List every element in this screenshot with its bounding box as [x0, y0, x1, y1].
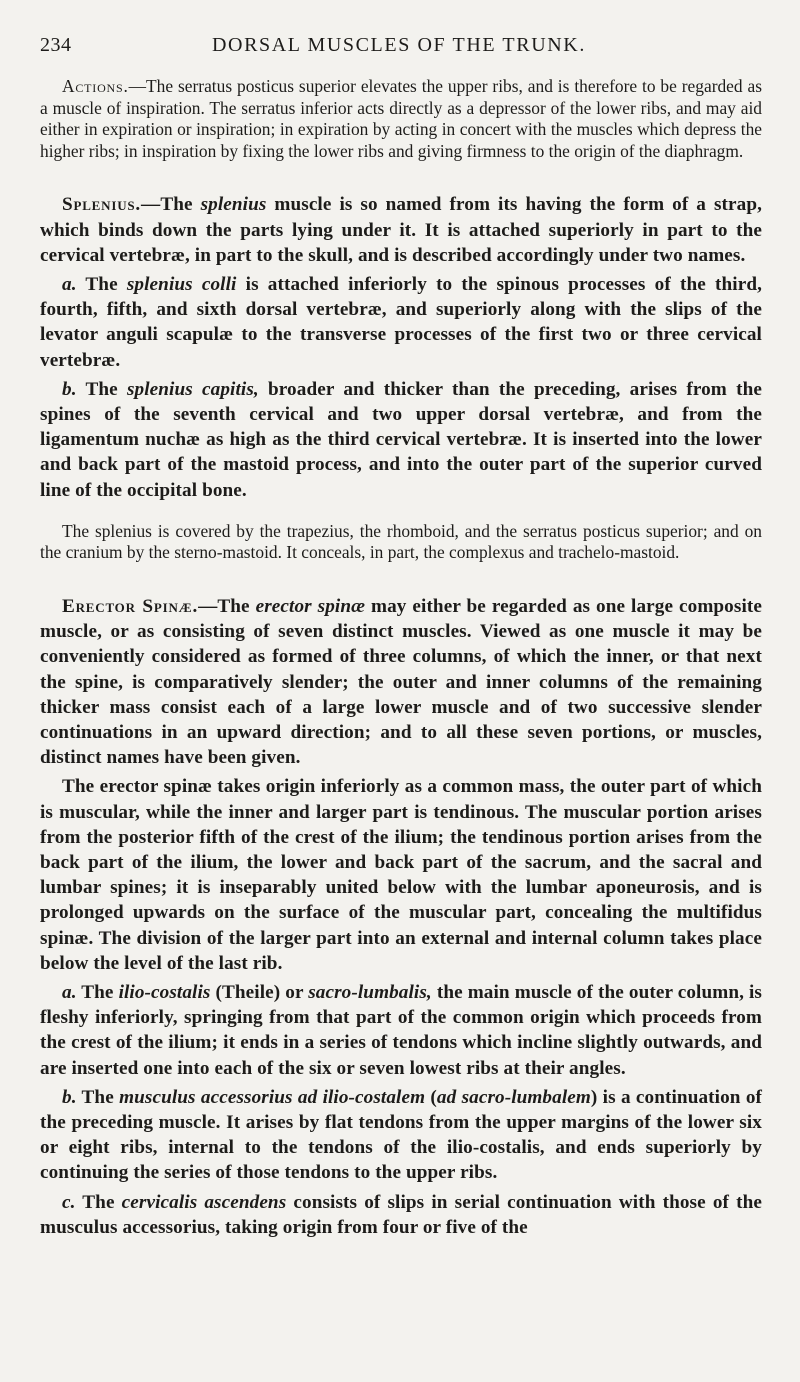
accessorius-text: The	[76, 1086, 120, 1108]
splenius-capitis-term: splenius capitis,	[126, 378, 259, 400]
splenius-heading: Splenius.	[62, 194, 142, 216]
cervicalis-text: The	[75, 1191, 122, 1213]
running-title: DORSAL MUSCLES OF THE TRUNK.	[212, 34, 586, 56]
cervicalis-term: cervicalis ascendens	[121, 1191, 287, 1213]
ilio-costalis-term: ilio-costalis	[118, 982, 211, 1004]
actions-heading: Actions.	[62, 76, 129, 96]
erector-origin-paragraph: The erector spinæ takes origin inferiorly as a common mass, the outer part of which is muscular, while the inner and larger part is tendinous. The muscular portion arises from the posterior fifth of the crest of the ilium; the tendinous portion arises from the back part of the ilium, the lower and back part of the sacrum, and the sacral and lumbar spines; it is inseparably united below with the lumbar aponeurosis, and is prolonged upwards on the surface of the muscular part, concealing the multifidus spinæ. The division of the larger part into an external and internal column takes place below the level of the last rib.	[40, 776, 762, 974]
splenius-colli-label: a.	[62, 273, 77, 295]
splenius-capitis-label: b.	[62, 378, 77, 400]
splenius-term: splenius	[200, 194, 267, 216]
splenius-note-paragraph: The splenius is covered by the trapezius, the rhomboid, and the serratus posticus superior; and on the cranium by the sterno-mastoid. It conceals, in part, the complexus and trachelo-mastoid.	[40, 520, 762, 563]
cervicalis-label: c.	[62, 1191, 76, 1213]
splenius-intro-paragraph	[40, 192, 762, 268]
accessorius-text-3: ) is a continuation of the preceding muscle. It arises by flat tendons from the upper margins of the lower six or eight ribs, internal to the tendons of the ilio-costalis, and ends superiorly by continuing the series of those tendons to the upper ribs.	[40, 1086, 763, 1184]
erector-intro-text-2: may either be regarded as one large composite muscle, or as consisting of seven distinct muscles. Viewed as one muscle it may be conveniently considered as formed of three columns, of which the inner, or that next the spine, is comparatively slender; the outer and inner columns of the remaining thicker mass consist each of a large lower muscle and of two successive slender continuations in an upward direction; and to all these seven portions, or muscles, distinct names have been given.	[40, 596, 762, 769]
ilio-costalis-paragraph	[40, 980, 762, 1081]
actions-text: —The serratus posticus superior elevates the upper ribs, and is therefore to be regarded as a muscle of inspiration. The serratus inferior acts directly as a depressor of the lower ribs, and may aid either in expiration or inspiration; in expiration by acting in concert with the muscles which depress the higher ribs; in inspiration by fixing the lower ribs and giving firmness to the origin of the diaphragm.	[40, 76, 762, 161]
erector-heading: Erector Spinæ.	[62, 596, 199, 617]
splenius-capitis-text: The	[76, 378, 127, 400]
running-head	[40, 30, 762, 60]
ilio-costalis-label: a.	[62, 982, 77, 1004]
ilio-costalis-text: The	[76, 982, 119, 1004]
cervicalis-paragraph	[40, 1190, 762, 1240]
splenius-capitis-paragraph	[40, 377, 762, 503]
ilio-costalis-text-2: (Theile) or	[210, 982, 309, 1004]
accessorius-alt-term: ad sacro-lumbalem	[436, 1086, 591, 1108]
splenius-colli-paragraph	[40, 272, 762, 373]
erector-term: erector spinæ	[255, 596, 366, 617]
accessorius-label: b.	[62, 1086, 77, 1108]
accessorius-paragraph	[40, 1085, 762, 1186]
splenius-colli-text-2: is attached inferiorly to the spinous processes of the third, fourth, fifth, and sixth dorsal vertebræ, and superiorly along with the slips of the levator anguli scapulæ to the transverse processes of the first two or three cervical vertebræ.	[40, 273, 762, 371]
splenius-intro-text: —The	[141, 194, 201, 216]
page-number: 234	[40, 34, 72, 56]
erector-intro-paragraph	[40, 594, 762, 770]
accessorius-text-2: (	[425, 1086, 437, 1108]
accessorius-term: musculus accessorius ad ilio-costalem	[119, 1086, 426, 1108]
splenius-intro-text-2: muscle is so named from its having the form of a strap, which binds down the parts lying under it. It is attached superiorly in part to the cervical vertebræ, in part to the skull, and is described accordingly under two names.	[40, 194, 762, 266]
sacro-lumbalis-term: sacro-lumbalis,	[308, 982, 432, 1004]
cervicalis-text-2: consists of slips in serial continuation with those of the musculus accessorius, taking origin from four or five of the	[40, 1191, 762, 1238]
splenius-capitis-text-2: broader and thicker than the preceding, arises from the spines of the seventh cervical and two upper dorsal vertebræ, and from the ligamentum nuchæ as high as the third cervical vertebræ. It is inserted into the lower and back part of the mastoid process, and into the outer part of the superior curved line of the occipital bone.	[40, 378, 762, 501]
splenius-colli-term: splenius colli	[126, 273, 237, 295]
erector-intro-text: —The	[198, 596, 256, 617]
actions-paragraph	[40, 76, 762, 162]
splenius-colli-text: The	[76, 273, 127, 295]
ilio-costalis-text-3: the main muscle of the outer column, is fleshy inferiorly, springing from that part of the common origin which proceeds from the crest of the ilium; it ends in a series of tendons which incline slightly outwards, and are inserted one into each of the six or seven lowest ribs at their angles.	[40, 982, 763, 1079]
